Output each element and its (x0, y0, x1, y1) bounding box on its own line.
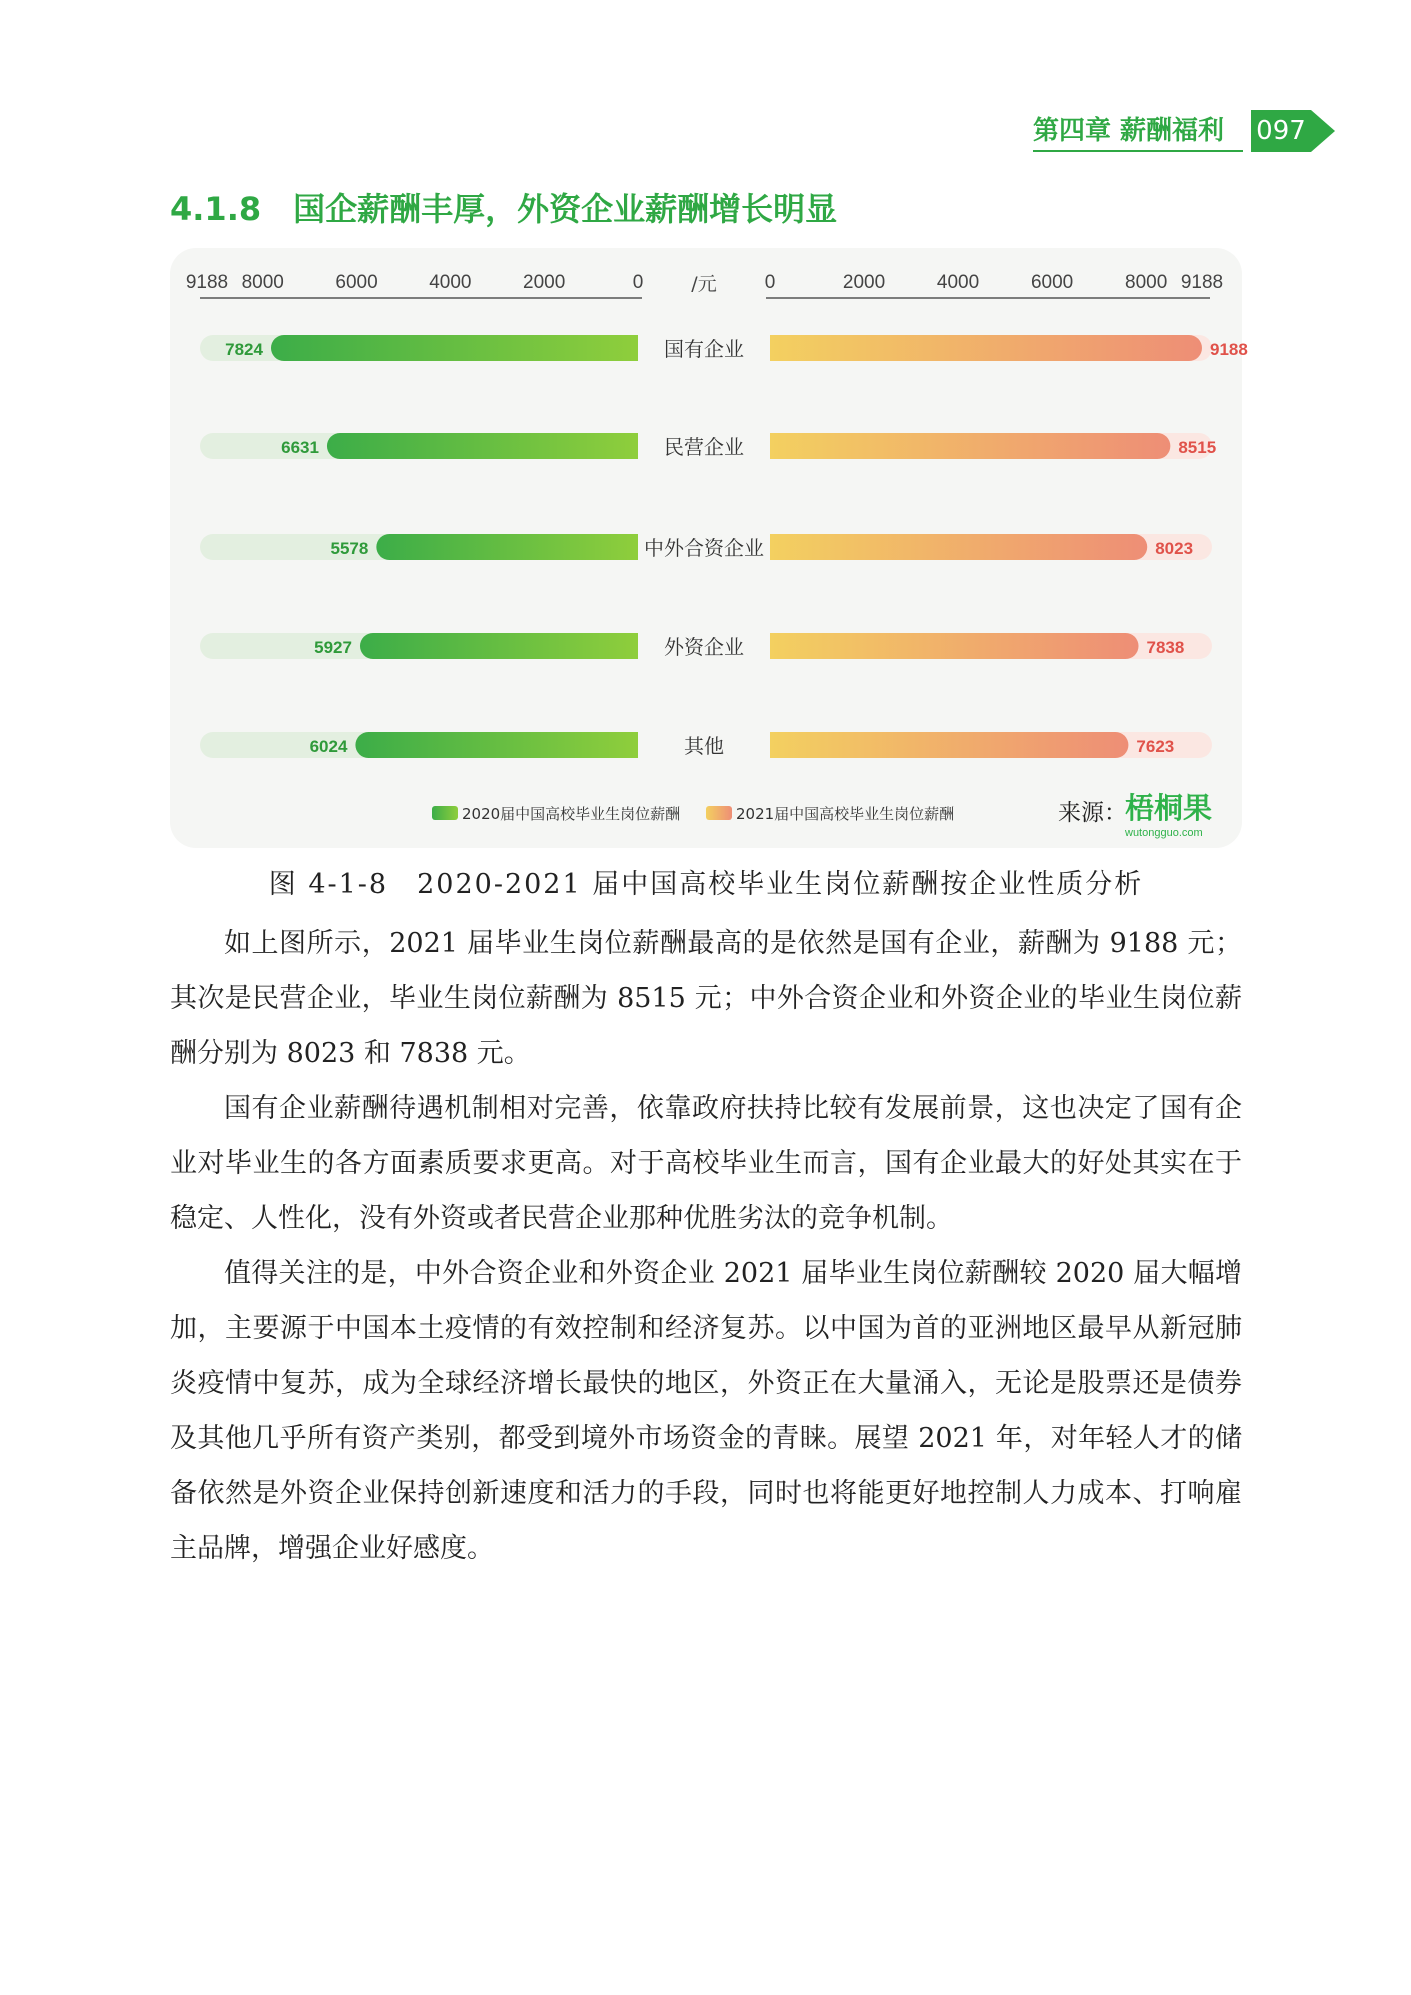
axis-tick-label: 9188 (185, 272, 229, 293)
axis-tick-label: 9188 (1180, 272, 1224, 293)
source-url: wutongguo.com (1125, 827, 1203, 839)
bar-2021 (770, 433, 1170, 459)
axis-tick-label: 4000 (429, 272, 472, 293)
salary-chart (170, 248, 1248, 848)
axis-tick-label: 8000 (241, 272, 284, 293)
figure-caption: 图 4-1-8 2020-2021 届中国高校毕业生岗位薪酬按企业性质分析 (268, 869, 1144, 900)
paragraph-3: 值得关注的是，中外合资企业和外资企业 2021 届毕业生岗位薪酬较 2020 届大幅增加，主要源于中国本土疫情的有效控制和经济复苏。以中国为首的亚洲地区最早从新冠肺炎疫情中复苏，成为全球经济增长最快的地区，外资正在大量涌入，无论是股票还是债券及其他几乎所有资产类别，都受到境外市场资金的青睐。展望 2021 年，对年轻人才的储备依然是外资企业保持创新速度和活力的手段，同时也将能更好地控制人力成本、打响雇主品牌，增强企业好感度。 (170, 1258, 1242, 1564)
data-label-2020: 6631 (281, 438, 319, 457)
page-arrow-icon (1311, 110, 1335, 152)
data-label-2020: 5578 (330, 539, 369, 558)
bar-2021 (770, 335, 1202, 361)
data-label-2021: 9188 (1210, 340, 1248, 359)
axis-tick-label: 6000 (335, 272, 378, 293)
bar-2021 (770, 633, 1139, 659)
body-text (170, 916, 1242, 1576)
chart-panel (170, 248, 1248, 848)
category-label: 国有企业 (664, 337, 744, 361)
data-label-2021: 8515 (1178, 438, 1217, 457)
paragraph-1: 如上图所示，2021 届毕业生岗位薪酬最高的是依然是国有企业，薪酬为 9188 元；其次是民营企业，毕业生岗位薪酬为 8515 元；中外合资企业和外资企业的毕业生岗位薪酬分别为 8023 和 7838 元。 (170, 928, 1242, 1069)
legend-swatch-2021 (706, 806, 732, 820)
bar-2020 (360, 633, 638, 659)
paragraph-2: 国有企业薪酬待遇机制相对完善，依靠政府扶持比较有发展前景，这也决定了国有企业对毕业生的各方面素质要求更高。对于高校毕业生而言，国有企业最大的好处其实在于稳定、人性化，没有外资或者民营企业那种优胜劣汰的竞争机制。 (170, 1093, 1242, 1234)
bar-2020 (271, 335, 638, 361)
category-label: 民营企业 (664, 435, 744, 459)
axis-tick-label: 6000 (1030, 272, 1074, 293)
legend-swatch-2020 (432, 806, 458, 820)
axis-tick-label: 2000 (523, 272, 566, 293)
data-label-2021: 8023 (1155, 539, 1194, 558)
axis-unit-label: /元 (691, 273, 717, 295)
bar-2020 (355, 732, 638, 758)
axis-tick-label: 8000 (1125, 272, 1168, 293)
section-title: 4.1.8 国企薪酬丰厚，外资企业薪酬增长明显 (170, 190, 838, 228)
bar-2021 (770, 534, 1147, 560)
category-label: 外资企业 (664, 635, 744, 659)
page-number: 097 (1251, 110, 1311, 152)
data-label-2021: 7623 (1136, 737, 1175, 756)
legend-label-2020: 2020届中国高校毕业生岗位薪酬 (462, 805, 681, 823)
data-label-2020: 5927 (314, 638, 352, 657)
data-label-2020: 6024 (309, 737, 348, 756)
category-label: 其他 (684, 734, 724, 758)
data-label-2021: 7838 (1146, 638, 1185, 657)
data-label-2020: 7824 (225, 340, 263, 359)
axis-tick-label: 2000 (842, 272, 886, 293)
source-label: 来源： (1058, 800, 1127, 826)
bar-2020 (376, 534, 638, 560)
chapter-title: 第四章 薪酬福利 (1033, 116, 1225, 146)
source-brand-logo: 梧桐果 (1125, 791, 1213, 825)
axis-tick-label: 0 (764, 272, 776, 293)
axis-tick-label: 4000 (936, 272, 980, 293)
bar-2020 (327, 433, 638, 459)
chapter-underline (1033, 150, 1243, 152)
legend-label-2021: 2021届中国高校毕业生岗位薪酬 (736, 805, 955, 823)
axis-tick-label: 0 (632, 272, 644, 293)
bar-2021 (770, 732, 1128, 758)
category-label: 中外合资企业 (644, 536, 764, 560)
